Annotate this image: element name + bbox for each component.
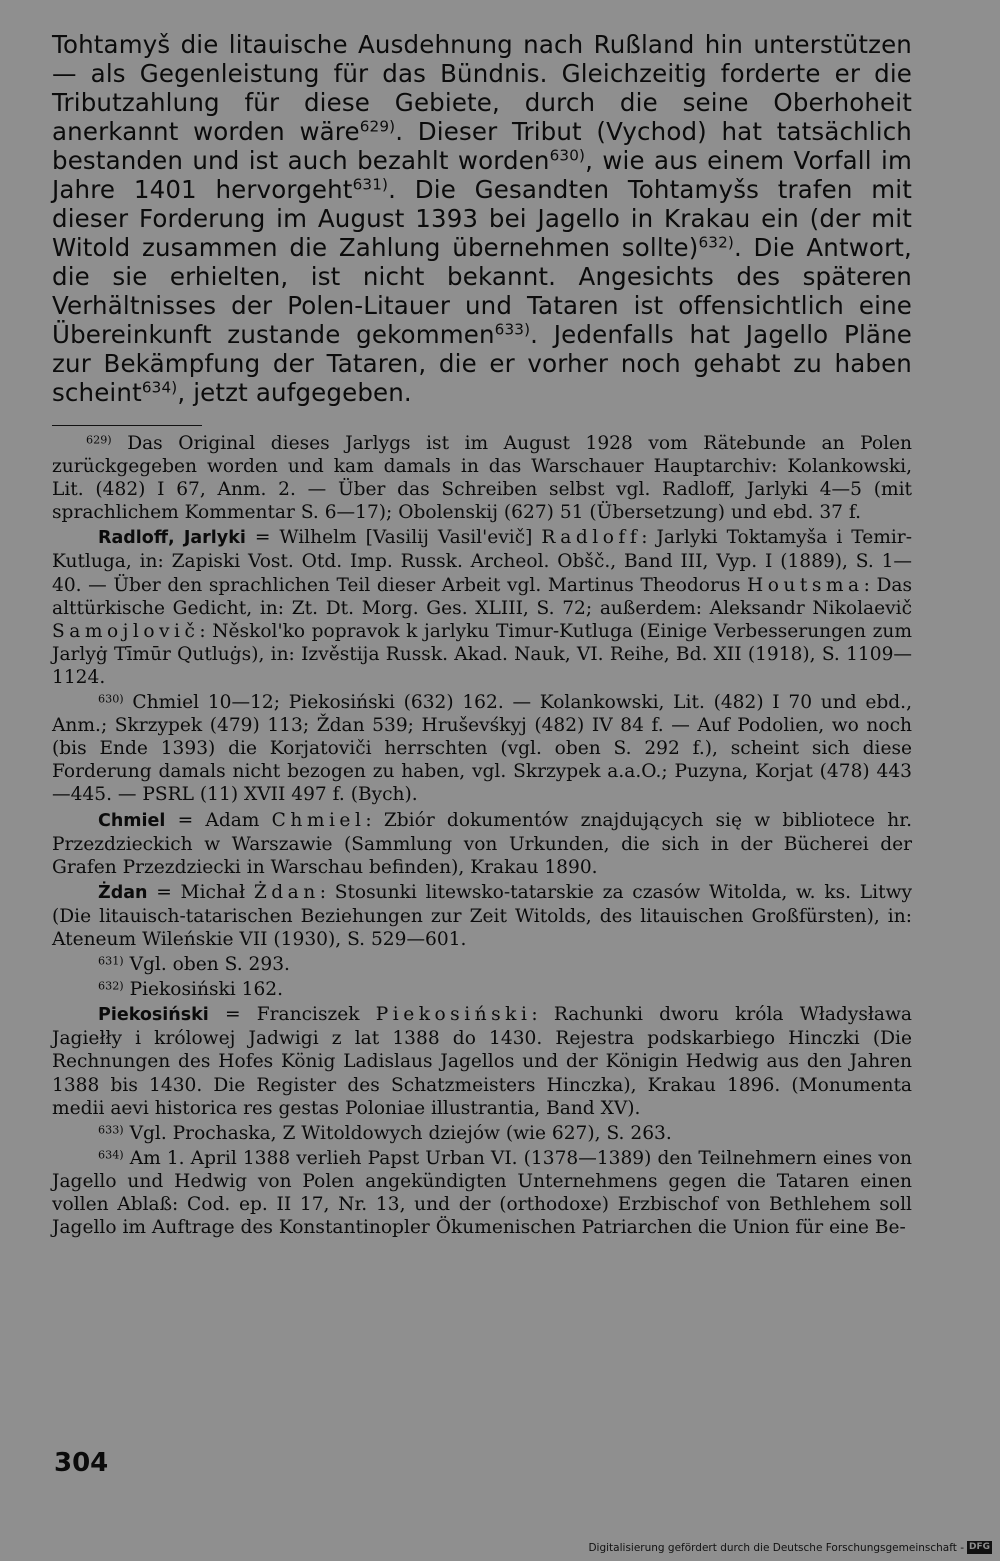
text-run: : Jarlyki Toktamyša i Temir-Kutluga, in: Zapiski Vost. Otd. Imp. Russk. Archeol. Obšč., Band III, Vyp. I (1889), S. 1—40. — Über den sprachlichen Teil dieser Arbeit vgl. Martinus Theodorus bbox=[52, 527, 912, 596]
text-run: : Rachunki dworu króla Władysława Jagiełły i królowej Jadwigi z lat 1388 do 1430. Rejestra podskarbiego Hinczki (Die Rechnungen des Hofes König Ladislaus Jagellos und der Königin Hedwig aus den Jahren 1388 bis 1430. Die Register des Schatzmeisters Hinczka), Krakau 1896. (Monumenta medii aevi historica res gestas Poloniae illustrantia, Band XV). bbox=[52, 1004, 912, 1119]
bibliography-entry bbox=[52, 526, 912, 689]
text-run: Tohtamyš die litauische Ausdehnung nach Rußland hin unterstützen — als Gegenleistung für das Bündnis. Gleichzeitig forderte er die Tributzahlung für diese Gebiete, durch die seine Oberhoheit anerkannt worden wäre bbox=[52, 30, 912, 146]
text-run: = Adam bbox=[165, 809, 272, 831]
footnotes bbox=[52, 432, 912, 1239]
text-run: : Stosunki litewsko-tatarskie za czasów Witolda, w. ks. Litwy (Die litauisch-tatarischen Beziehungen zur Zeit Witolds, des litauischen Großfürsten), in: Ateneum Wileńskie VII (1930), S. 529—601. bbox=[52, 881, 912, 950]
text-run: = Michał bbox=[147, 881, 254, 903]
footnote bbox=[52, 978, 912, 1001]
text-run: : Das alttürkische Gedicht, in: Zt. Dt. Morg. Ges. XLIII, S. 72; außerdem: Aleksandr Nikolaevič bbox=[52, 574, 912, 619]
bibliography-keyword: Chmiel bbox=[98, 810, 166, 831]
text-run: Piekosiński 162. bbox=[123, 979, 284, 1001]
text-run: : Něskol'ko popravok k jarlyku Timur-Kutluga (Einige Verbesserungen zum Jarlyġ Tīmūr Qutluġs), in: Izvěstija Russk. Akad. Nauk, VI. Reihe, Bd. XII (1918), S. 1109—1124. bbox=[52, 620, 912, 688]
bibliography-keyword: Radloff, Jarlyki bbox=[98, 528, 246, 549]
text-run: Am 1. April 1388 verlieh Papst Urban VI. (1378—1389) den Teilnehmern eines von Jagello und Hedwig von Polen angekündigten Unternehmens gegen die Tataren einen vollen Ablaß: Cod. ep. II 17, Nr. 13, und der (orthodoxe) Erzbischof von Bethlehem soll Jagello im Auftrage des Konstantinopler Ökumenischen Patriarchen die Union für eine Be- bbox=[52, 1147, 912, 1239]
bibliography-entry bbox=[52, 1003, 912, 1119]
footnote bbox=[52, 953, 912, 976]
author-surname: Chmiel bbox=[271, 809, 366, 831]
page-body bbox=[52, 30, 912, 1239]
text-run: = Wilhelm [Vasilij Vasil'evič] bbox=[245, 527, 542, 549]
footnote-marker: 634) bbox=[98, 1148, 124, 1162]
text-run: . Die Gesandten Tohtamyšs trafen mit dieser Forderung im August 1393 bei Jagello in Krakau ein (der mit Witold zusammen die Zahlung übernehmen sollte) bbox=[52, 175, 913, 262]
text-run: Vgl. oben S. 293. bbox=[123, 954, 290, 976]
footnote-separator bbox=[52, 425, 202, 426]
footer-credit: Digitalisierung gefördert durch die Deutsche Forschungsgemeinschaft - bbox=[588, 1541, 964, 1554]
bibliography-keyword: Żdan bbox=[98, 882, 148, 903]
footnote-marker: 632) bbox=[698, 233, 734, 252]
text-run: Vgl. Prochaska, Z Witoldowych dziejów (wie 627), S. 263. bbox=[123, 1122, 672, 1144]
footnote bbox=[52, 432, 912, 524]
text-run: = Franciszek bbox=[208, 1004, 376, 1026]
footnote bbox=[52, 1122, 912, 1145]
text-run: . Jedenfalls hat Jagello Pläne zur Bekämpfung der Tataren, die er vorher noch gehabt zu haben scheint bbox=[52, 320, 912, 407]
footnote-marker: 633) bbox=[494, 320, 531, 339]
dfg-logo: DFG bbox=[968, 1542, 990, 1552]
text-run: Das Original dieses Jarlygs ist im August 1928 vom Rätebunde an Polen zurückgegeben worden und kam damals in das Warschauer Hauptarchiv: Kolankowski, Lit. (482) I 67, Anm. 2. — Über das Schreiben selbst vgl. Radloff, Jarlyki 4—5 (mit sprachlichem Kommentar S. 6—17); Obolenskij (627) 51 (Übersetzung) und ebd. 37 f. bbox=[52, 433, 912, 524]
page-number: 304 bbox=[54, 1448, 109, 1478]
footnote-marker: 631) bbox=[98, 954, 124, 968]
text-run: , wie aus einem Vorfall im Jahre 1401 hervorgeht bbox=[52, 146, 913, 204]
footnote-marker: 630) bbox=[549, 146, 586, 165]
author-surname: Samojlovič bbox=[52, 620, 200, 642]
footnote-marker: 633) bbox=[98, 1123, 124, 1137]
text-run: . Dieser Tribut (Vychod) hat tatsächlich bestanden und ist auch bezahlt worden bbox=[52, 117, 912, 175]
footnote bbox=[52, 1147, 912, 1239]
text-run: . Die Antwort, die sie erhielten, ist nicht bekannt. Angesichts des späteren Verhältnisses der Polen-Litauer und Tataren ist offensichtlich eine Übereinkunft zustande gekommen bbox=[52, 233, 912, 349]
main-paragraph bbox=[52, 30, 912, 407]
text-run: Chmiel 10—12; Piekosiński (632) 162. — Kolankowski, Lit. (482) I 70 und ebd., Anm.; Skrzypek (479) 113; Ždan 539; Hruševśkyj (482) IV 84 f. — Auf Podolien, wo noch (bis Ende 1393) die Korjatoviči herrschten (vgl. oben S. 292 f.), scheint sich diese Forderung damals nicht bezogen zu haben, vgl. Skrzypek a.a.O.; Puzyna, Korjat (478) 443—445. — PSRL (11) XVII 497 f. (Bych). bbox=[52, 692, 912, 806]
footnote-marker: 629) bbox=[86, 433, 112, 447]
footnote bbox=[52, 691, 912, 806]
author-surname: Żdan bbox=[253, 881, 320, 903]
author-surname: Radloff bbox=[541, 527, 642, 549]
digitization-footer bbox=[588, 1541, 992, 1554]
footnote-marker: 634) bbox=[141, 378, 178, 397]
footnote-marker: 632) bbox=[98, 979, 124, 993]
text-run: , jetzt aufgegeben. bbox=[177, 378, 412, 407]
author-surname: Houtsma bbox=[746, 574, 864, 596]
footnote-marker: 631) bbox=[352, 175, 389, 194]
bibliography-keyword: Piekosiński bbox=[98, 1005, 209, 1026]
bibliography-entry bbox=[52, 809, 912, 879]
text-run: : Zbiór dokumentów znajdujących się w bibliotece hr. Przezdzieckich w Warszawie (Sammlung von Urkunden, die sich in der Bücherei der Grafen Przezdziecki in Warschau befinden), Krakau 1890. bbox=[52, 809, 912, 878]
footnote-marker: 630) bbox=[98, 692, 124, 706]
footnote-marker: 629) bbox=[359, 117, 396, 136]
bibliography-entry bbox=[52, 881, 912, 951]
author-surname: Piekosiński bbox=[375, 1004, 532, 1026]
